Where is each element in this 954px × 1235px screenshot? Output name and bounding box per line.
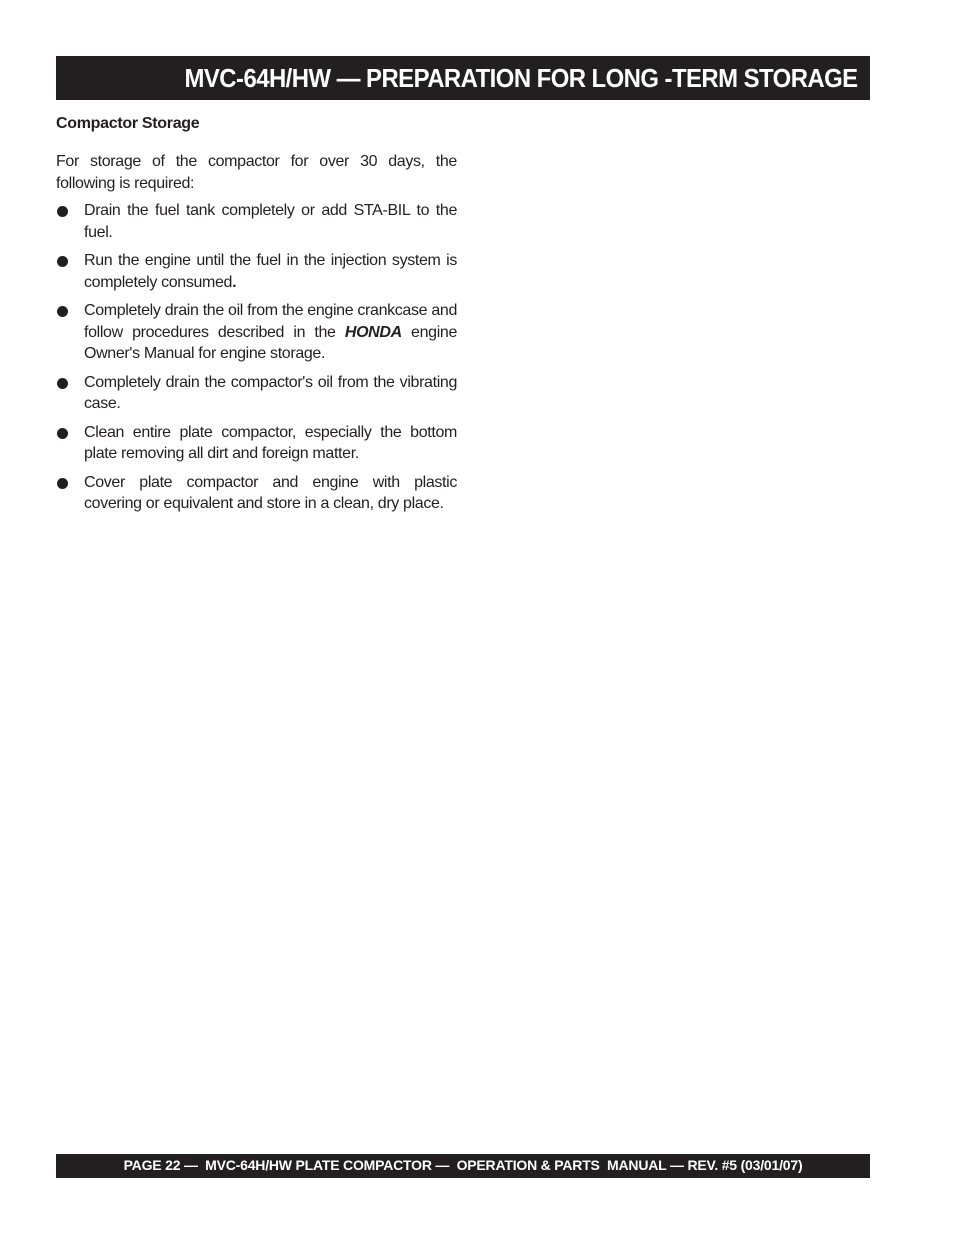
list-item-text: Cover plate compactor and engine with plastic covering or equivalent and store in a clean, dry place.: [84, 473, 457, 512]
list-item-period: .: [232, 273, 237, 291]
list-item: [56, 422, 457, 465]
list-item: [56, 200, 457, 243]
bullet-dot-icon: [57, 206, 68, 217]
page-footer: PAGE 22 — MVC-64H/HW PLATE COMPACTOR — OPERATION & PARTS MANUAL — REV. #5 (03/01/07): [123, 1157, 803, 1173]
list-item-text: Completely drain the compactor's oil from the vibrating case.: [84, 373, 457, 412]
list-item-text-continued: engine Owner's Manual for engine storage.: [84, 323, 457, 362]
brand-name: HONDA: [344, 323, 402, 341]
intro-paragraph: For storage of the compactor for over 30 days, the following is required:: [56, 153, 457, 192]
list-item: [56, 250, 457, 293]
content-column: [56, 114, 457, 522]
list-item: [56, 472, 457, 515]
list-item-text: Completely drain the oil from the engine crankcase and follow procedures described in the: [84, 302, 457, 341]
bullet-dot-icon: [57, 306, 68, 317]
list-item: [56, 372, 457, 415]
page-title: MVC-64H/HW — PREPARATION FOR LONG -TERM STORAGE: [184, 63, 858, 93]
footer-bar: [56, 1154, 870, 1178]
list-item-text: Clean entire plate compactor, especially the bottom plate removing all dirt and foreign matter.: [84, 423, 457, 462]
title-bar: [56, 56, 870, 100]
bullet-dot-icon: [57, 378, 68, 389]
bullet-dot-icon: [57, 428, 68, 439]
section-heading: Compactor Storage: [56, 115, 200, 132]
list-item-text: Run the engine until the fuel in the injection system is completely consumed: [84, 252, 457, 291]
list-item: [56, 300, 457, 365]
bullet-dot-icon: [57, 256, 68, 267]
list-item-text: Drain the fuel tank completely or add STA-BIL to the fuel.: [84, 202, 457, 241]
storage-steps-list: [56, 200, 457, 515]
bullet-dot-icon: [57, 478, 68, 489]
